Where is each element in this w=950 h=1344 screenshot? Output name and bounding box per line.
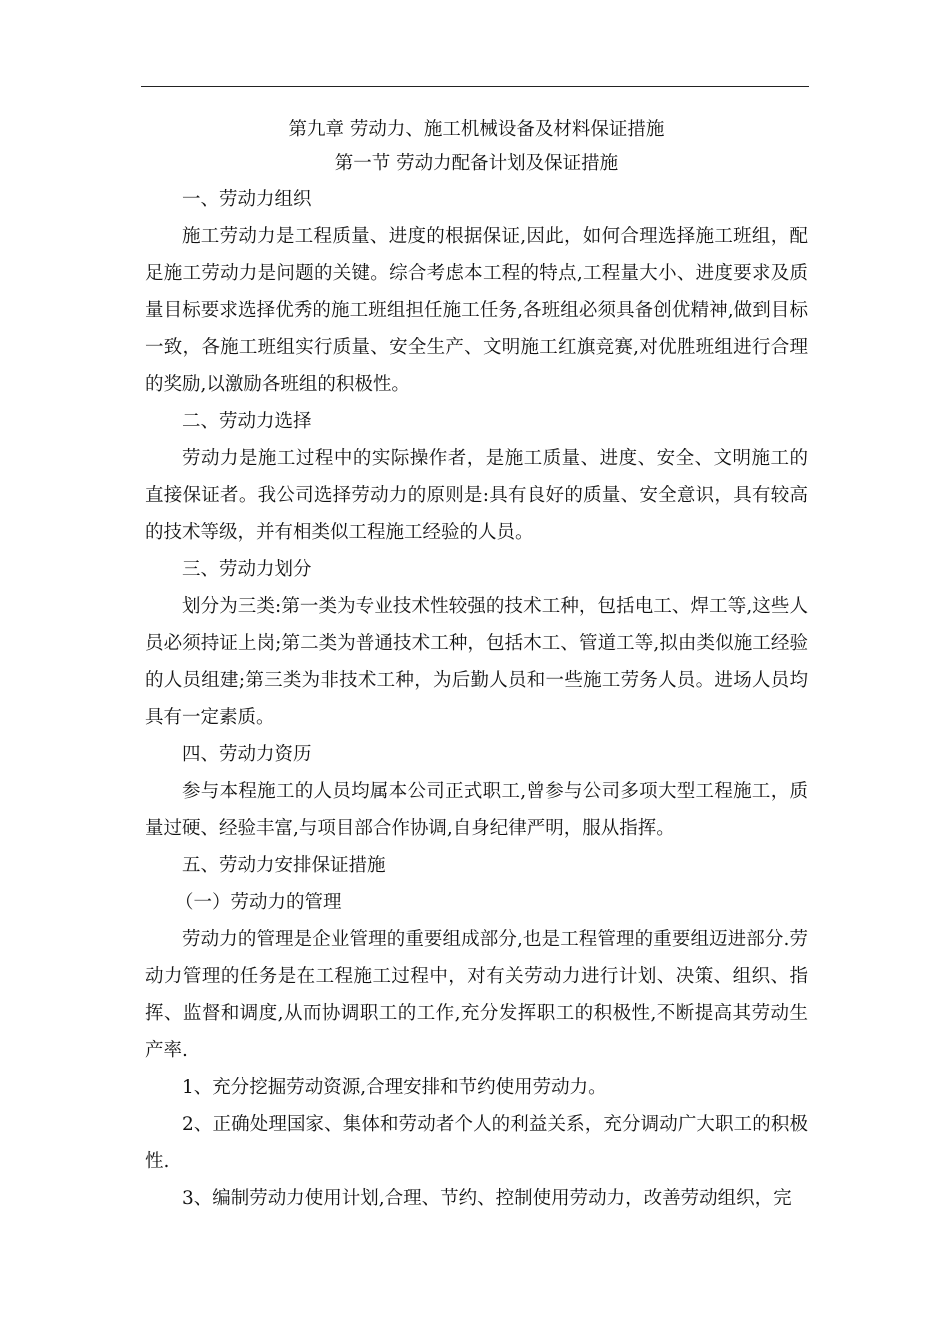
list-item-3: 3、编制劳动力使用计划,合理、节约、控制使用劳动力，改善劳动组织，完 — [182, 1188, 792, 1209]
heading-labor-arrangement: 五、劳动力安排保证措施 — [182, 855, 386, 876]
list-item-1: 1、充分挖掘劳动资源,合理安排和节约使用劳动力。 — [182, 1077, 607, 1098]
heading-labor-division: 三、劳动力划分 — [182, 559, 312, 580]
document-body — [145, 113, 808, 1217]
heading-labor-selection: 二、劳动力选择 — [182, 411, 312, 432]
heading-labor-organization: 一、劳动力组织 — [182, 189, 312, 210]
heading-labor-qualification: 四、劳动力资历 — [182, 744, 312, 765]
chapter-title: 第九章 劳动力、施工机械设备及材料保证措施 — [288, 119, 665, 140]
paragraph-labor-management: 劳动力的管理是企业管理的重要组成部分,也是工程管理的重要组迈进部分.劳动力管理的任务是在工程施工过程中，对有关劳动力进行计划、决策、组织、指挥、监督和调度,从而协调职工的工作,充分发挥职工的积极性,不断提高其劳动生产率. — [145, 929, 808, 1061]
list-item-2: 2、正确处理国家、集体和劳动者个人的利益关系，充分调动广大职工的积极性. — [145, 1114, 808, 1172]
paragraph-labor-organization: 施工劳动力是工程质量、进度的根据保证,因此，如何合理选择施工班组，配足施工劳动力是问题的关键。综合考虑本工程的特点,工程量大小、进度要求及质量目标要求选择优秀的施工班组担任施工任务,各班组必须具备创优精神,做到目标一致，各施工班组实行质量、安全生产、文明施工红旗竞赛,对优胜班组进行合理的奖励,以激励各班组的积极性。 — [145, 226, 808, 395]
subheading-labor-management: （一）劳动力的管理 — [175, 892, 342, 913]
paragraph-labor-division: 划分为三类:第一类为专业技术性较强的技术工种，包括电工、焊工等,这些人员必须持证上岗;第二类为普通技术工种，包括木工、管道工等,拟由类似施工经验的人员组建;第三类为非技术工种，为后勤人员和一些施工劳务人员。进场人员均具有一定素质。 — [145, 596, 808, 728]
paragraph-labor-selection: 劳动力是施工过程中的实际操作者，是施工质量、进度、安全、文明施工的直接保证者。我公司选择劳动力的原则是:具有良好的质量、安全意识，具有较高的技术等级，并有相类似工程施工经验的人员。 — [145, 448, 808, 543]
paragraph-labor-qualification: 参与本程施工的人员均属本公司正式职工,曾参与公司多项大型工程施工，质量过硬、经验丰富,与项目部合作协调,自身纪律严明，服从指挥。 — [145, 781, 808, 839]
section-title: 第一节 劳动力配备计划及保证措施 — [334, 153, 619, 174]
header-rule — [141, 86, 809, 87]
